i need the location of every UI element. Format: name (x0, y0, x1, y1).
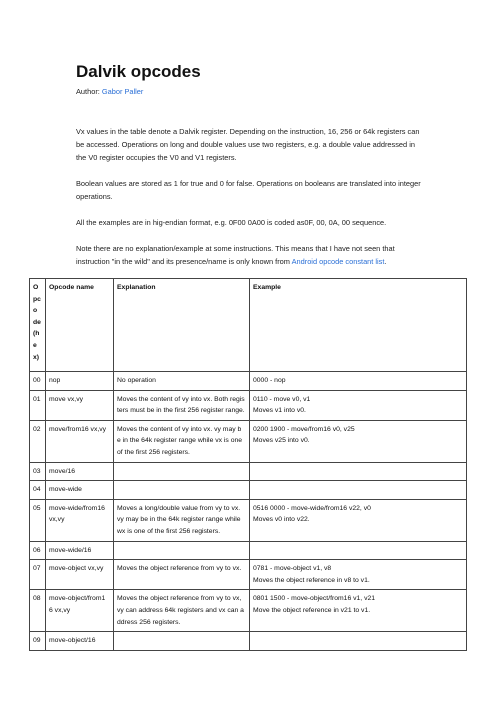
cell-opcode-name: move/16 (46, 462, 114, 481)
opcode-list-link[interactable]: Android opcode constant list (291, 256, 385, 266)
table-row (30, 462, 467, 481)
cell-example (250, 462, 467, 481)
table-row (30, 499, 467, 541)
cell-opcode-hex: 06 (30, 541, 46, 560)
intro-paragraph-note (76, 243, 426, 269)
cell-opcode-name: move-wide/from16 vx,vy (46, 499, 114, 541)
cell-explanation: Moves the content of vy into vx. Both registers must be in the first 256 register range. (114, 390, 250, 420)
table-row (30, 560, 467, 590)
cell-example: 0781 - move-object v1, v8 Moves the object reference in v8 to v1. (250, 560, 467, 590)
opcode-table (29, 278, 467, 651)
cell-opcode-name: move vx,vy (46, 390, 114, 420)
table-row (30, 390, 467, 420)
cell-example (250, 632, 467, 651)
author-link[interactable]: Gabor Paller (101, 87, 144, 96)
intro-paragraph-endian: All the examples are in hig-endian format, e.g. 0F00 0A00 is coded as0F, 00, 0A, 00 sequence. (76, 218, 387, 227)
table-header-row (30, 279, 467, 372)
cell-explanation: Moves the object reference from vy to vx. (114, 560, 250, 590)
cell-opcode-hex: 02 (30, 420, 46, 462)
cell-example: 0516 0000 - move-wide/from16 v22, v0 Moves v0 into v22. (250, 499, 467, 541)
cell-example (250, 541, 467, 560)
header-example: Example (250, 279, 467, 372)
author-line (76, 87, 143, 96)
note-end: . (384, 256, 387, 266)
author-prefix: Author: (76, 87, 102, 96)
cell-opcode-name: move-wide (46, 481, 114, 500)
cell-opcode-hex: 08 (30, 590, 46, 632)
cell-opcode-hex: 07 (30, 560, 46, 590)
cell-opcode-name: move-object vx,vy (46, 560, 114, 590)
cell-opcode-hex: 04 (30, 481, 46, 500)
table-row (30, 420, 467, 462)
cell-explanation (114, 481, 250, 500)
header-opcode: Opcode (hex) (30, 279, 46, 372)
cell-example: 0200 1900 - move/from16 v0, v25 Moves v25 into v0. (250, 420, 467, 462)
cell-example: 0801 1500 - move-object/from16 v1, v21 Move the object reference in v21 to v1. (250, 590, 467, 632)
cell-opcode-name: move-wide/16 (46, 541, 114, 560)
intro-paragraph-booleans: Boolean values are stored as 1 for true and 0 for false. Operations on booleans are translated into integer operations. (76, 179, 421, 201)
cell-opcode-name: move-object/16 (46, 632, 114, 651)
cell-explanation: Moves the object reference from vy to vx, vy can address 64k registers and vx can address 256 registers. (114, 590, 250, 632)
cell-explanation: Moves a long/double value from vy to vx. vy may be in the 64k register range while wx is one of the first 256 registers. (114, 499, 250, 541)
cell-explanation (114, 632, 250, 651)
cell-opcode-hex: 05 (30, 499, 46, 541)
note-text: Note there are no explanation/example at some instructions. This means that I have not seen that instruction "in the wild" and its presence/name is only known from (76, 244, 395, 266)
table-row (30, 372, 467, 391)
table-row (30, 632, 467, 651)
cell-explanation (114, 541, 250, 560)
cell-opcode-name: move-object/from16 vx,vy (46, 590, 114, 632)
cell-opcode-hex: 09 (30, 632, 46, 651)
header-explanation: Explanation (114, 279, 250, 372)
cell-opcode-hex: 03 (30, 462, 46, 481)
cell-opcode-hex: 01 (30, 390, 46, 420)
cell-explanation (114, 462, 250, 481)
header-name: Opcode name (46, 279, 114, 372)
cell-example: 0110 - move v0, v1 Moves v1 into v0. (250, 390, 467, 420)
intro-paragraph-registers: Vx values in the table denote a Dalvik register. Depending on the instruction, 16, 256 or 64k registers can be accessed. Operations on long and double values use two registers, e.g. a double value addressed in the V0 register occupies the V0 and V1 registers. (76, 127, 420, 162)
cell-example: 0000 - nop (250, 372, 467, 391)
table-row (30, 481, 467, 500)
cell-opcode-name: nop (46, 372, 114, 391)
table-row (30, 541, 467, 560)
table-row (30, 590, 467, 632)
cell-opcode-hex: 00 (30, 372, 46, 391)
page-title: Dalvik opcodes (76, 62, 201, 81)
cell-explanation: No operation (114, 372, 250, 391)
cell-example (250, 481, 467, 500)
cell-opcode-name: move/from16 vx,vy (46, 420, 114, 462)
cell-explanation: Moves the content of vy into vx. vy may be in the 64k register range while vx is one of the first 256 registers. (114, 420, 250, 462)
